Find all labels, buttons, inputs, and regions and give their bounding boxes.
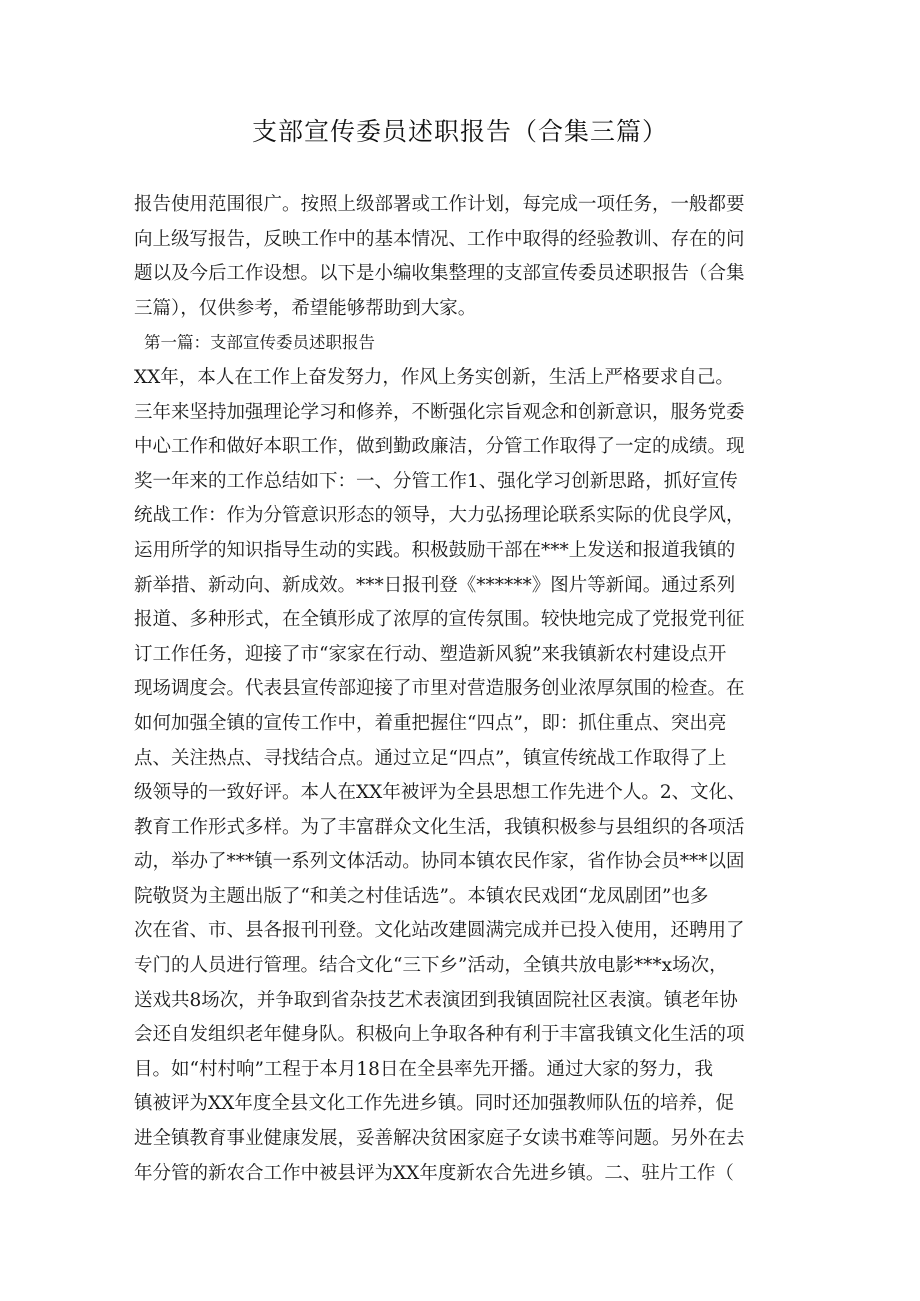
paragraph-line: 动，举办了***镇一系列文体活动。协同本镇农民作家，省作协会员***以固 — [134, 851, 745, 873]
paragraph-line: XX年，本人在工作上奋发努力，作风上务实创新，生活上严格要求自己。 — [134, 366, 734, 388]
paragraph-line: 报告使用范围很广。按照上级部署或工作计划，每完成一项任务，一般都要 — [134, 194, 745, 215]
paragraph-line: 向上级写报告，反映工作中的基本情况、工作中取得的经验教训、存在的问 — [134, 228, 745, 250]
document-body — [134, 188, 794, 1191]
paragraph-line: 订工作任务，迎接了市“家家在行动、塑造新风貌”来我镇新农村建设点开 — [134, 643, 727, 665]
paragraph-line: 报道、多种形式，在全镇形成了浓厚的宣传氛围。较快地完成了党报党刊征 — [134, 609, 745, 631]
paragraph-line: 三年来坚持加强理论学习和修养，不断强化宗旨观念和创新意识，服务党委 — [134, 401, 745, 423]
paragraph-line: 镇被评为XX年度全县文化工作先进乡镇。同时还加强教师队伍的培养，促 — [134, 1093, 734, 1115]
paragraph-line: 现场调度会。代表县宣传部迎接了市里对营造服务创业浓厚氛围的检查。在 — [134, 678, 745, 700]
paragraph-line: 院敬贤为主题出版了“和美之村佳话选”。本镇农民戏团“龙凤剧团”也多 — [134, 885, 709, 907]
paragraph-line: 如何加强全镇的宣传工作中，着重把握住“四点”，即：抓住重点、突出亮 — [134, 712, 727, 734]
paragraph-line: 教育工作形式多样。为了丰富群众文化生活，我镇积极参与县组织的各项活 — [134, 816, 745, 838]
paragraph-line: 中心工作和做好本职工作，做到勤政廉洁，分管工作取得了一定的成绩。现 — [134, 436, 745, 458]
paragraph-line: 运用所学的知识指导生动的实践。积极鼓励干部在***上发送和报道我镇的 — [134, 539, 736, 561]
paragraph-line: 年分管的新农合工作中被县评为XX年度新农合先进乡镇。二、驻片工作（ — [134, 1162, 734, 1184]
paragraph-line: 新举措、新动向、新成效。***日报刊登《******》图片等新闻。通过系列 — [134, 574, 736, 596]
paragraph-line: 点、关注热点、寻找结合点。通过立足“四点”，镇宣传统战工作取得了上 — [134, 747, 727, 769]
paragraph-line: 级领导的一致好评。本人在XX年被评为全县思想工作先进个人。2、文化、 — [134, 782, 746, 804]
paragraph-line: 次在省、市、县各报刊刊登。文化站改建圆满完成并已投入使用，还聘用了 — [134, 920, 745, 942]
paragraph-line: 送戏共8场次，并争取到省杂技艺术表演团到我镇固院社区表演。镇老年协 — [134, 989, 738, 1011]
paragraph-line: 统战工作：作为分管意识形态的领导，大力弘扬理论联系实际的优良学风， — [134, 505, 745, 527]
paragraph-line: 进全镇教育事业健康发展，妥善解决贫困家庭子女读书难等问题。另外在去 — [134, 1128, 745, 1150]
paragraph-line: 会还自发组织老年健身队。积极向上争取各种有利于丰富我镇文化生活的项 — [134, 1024, 745, 1046]
paragraph-line: 专门的人员进行管理。结合文化“三下乡”活动，全镇共放电影***x场次， — [134, 955, 728, 977]
paragraph-line: 题以及今后工作设想。以下是小编收集整理的支部宣传委员述职报告（合集 — [134, 263, 745, 285]
paragraph-line: 目。如“村村响”工程于本月18日在全县率先开播。通过大家的努力，我 — [134, 1058, 713, 1080]
section-heading: 第一篇：支部宣传委员述职报告 — [144, 333, 375, 353]
paragraph-line: 三篇），仅供参考，希望能够帮助到大家。 — [134, 297, 477, 319]
document-title: 支部宣传委员述职报告（合集三篇） — [251, 117, 668, 146]
paragraph-line: 奖一年来的工作总结如下：一、分管工作1、强化学习创新思路，抓好宣传 — [134, 470, 738, 492]
